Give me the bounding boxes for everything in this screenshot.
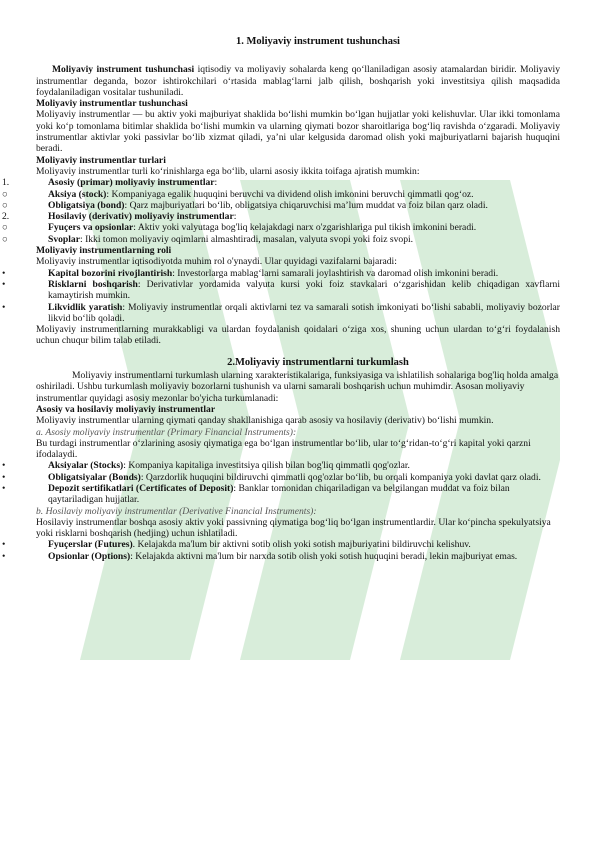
item-term: Asosiy (primar) moliyaviy instrumentlar	[48, 177, 215, 189]
item-term: Kapital bozorini rivojlantirish	[48, 267, 173, 279]
subheading-derivative: b. Hosilaviy moliyaviy instrumentlar (Derivative Financial Instruments):	[36, 505, 317, 517]
list-item	[2, 301, 561, 325]
paragraph-definition: Moliyaviy instrumentlar — bu aktiv yoki majburiyat shaklida bo‘lishi mumkin bo‘lgan hujjatlar yoki kelishuvlar. Ular ikki tomonlama yoki ko‘p tomonlama bitimlar shaklida bo‘lishi mumkin va ularning qiymati bozor sharoitlariga bog‘liq ravishda o‘zgaradi. Moliyaviy instrumentlar aktivlar yoki passivlar bo‘lib xizmat qiladi, ya’ni ular kelgusida daromad olish yoki majburiyatlarni bajarish huquqini beradi.	[36, 109, 560, 155]
section-title-1: 1. Moliyaviy instrument tushunchasi	[236, 36, 400, 47]
item-text: :	[214, 177, 218, 189]
list-marker: 1.	[2, 177, 10, 189]
item-text: : Qarz majburiyatlari bo‘lib, obligatsiya chiqaruvchisi ma’lum muddat va foiz bilan qarz oladi.	[124, 199, 488, 211]
paragraph-value-basis: Moliyaviy instrumentlar ularning qiymati qanday shakllanishiga qarab asosiy va hosilaviy (derivativ) bo‘lishi mumkin.	[36, 415, 494, 427]
bullet-marker: •	[2, 471, 6, 483]
list-item	[2, 199, 560, 211]
item-text: : Aktiv yoki valyutaga bog'liq kelajakdagi narx o'zgarishlariga pul tikish imkonini beradi.	[133, 222, 477, 234]
item-text: : Qarzdorlik huquqini bildiruvchi qimmatli qog'ozlar bo‘lib, bu orqali kompaniya yoki davlat qarz oladi.	[140, 471, 541, 483]
paragraph-conclusion: Moliyaviy instrumentlarning murakkabligi va ulardan foydalanish qoidalari o‘ziga xos, shuning uchun ulardan to‘g‘ri foydalanish uchun chuqur bilim talab etiladi.	[36, 324, 560, 347]
numbered-item-primary	[2, 177, 560, 189]
circle-marker: ○	[2, 233, 8, 245]
heading-turlari: Moliyaviy instrumentlar turlari	[36, 154, 166, 166]
bullet-marker: •	[2, 267, 6, 279]
document-content	[2, 36, 561, 562]
item-text: : Kompaniya kapitaliga investitsiya qilish bilan bog'liq qimmatli qog'ozlar.	[123, 460, 410, 472]
paragraph-role-intro: Moliyaviy instrumentlar iqtisodiyotda muhim rol o'ynaydi. Ular quyidagi vazifalarni bajaradi:	[36, 256, 397, 268]
item-text: : Derivativlar yordamida valyuta kursi yoki foiz stavkalari o‘zgarishidan kelib chiqadigan xavflarni kamaytirish mumkin.	[48, 278, 560, 302]
item-term: Fyuçers va opsionlar	[48, 222, 134, 234]
item-text: :	[233, 211, 237, 223]
bullet-marker: •	[2, 550, 6, 562]
paragraph-derivative: Hosilaviy instrumentlar boshqa asosiy aktiv yoki passivning qiymatiga bog‘liq bo‘lgan instrumentlardir. Ular ko‘pincha spekulyatsiya yoki risklarni boshqarish (hedjing) uchun ishlatiladi.	[36, 516, 551, 540]
list-item	[2, 278, 560, 302]
heading-roli: Moliyaviy instrumentlarning roli	[36, 245, 172, 257]
item-text: : Moliyaviy instrumentlar orqali aktivlarni tez va samarali sotish imkoniyati bo‘lishi sababli, moliyaviy bozorlar likvid bo‘lib qoladi.	[48, 301, 561, 324]
section-title-2: 2.Moliyaviy instrumentlarni turkumlash	[227, 356, 409, 368]
heading-asosiy-hosilaviy: Asosiy va hosilaviy moliyaviy instrumentlar	[36, 403, 216, 415]
circle-marker: ○	[2, 199, 8, 211]
list-item	[2, 188, 560, 200]
bullet-marker: •	[2, 301, 6, 313]
list-item	[2, 233, 560, 245]
item-text: : Kompaniyaga egalik huquqini beruvchi va dividend olish imkonini beruvchi qimmatli qog‘oz.	[106, 188, 474, 200]
item-term: Depozit sertifikatlari (Certificates of Deposit)	[48, 482, 234, 494]
circle-marker: ○	[2, 188, 8, 200]
item-term: Aksiyalar (Stocks)	[48, 460, 124, 472]
list-item	[2, 550, 560, 562]
item-term: Obligatsiya (bond)	[48, 199, 125, 211]
list-marker: 2.	[2, 211, 10, 223]
bullet-marker: •	[2, 460, 6, 472]
list-item	[2, 482, 560, 506]
bullet-marker: •	[2, 278, 6, 290]
item-term: Opsionlar (Options)	[48, 550, 131, 562]
item-term: Likvidlik yaratish	[48, 301, 123, 313]
list-item	[2, 460, 560, 472]
item-text: : Kelajakda aktivni ma'lum bir narxda sotib olish yoki sotish huquqini beradi, lekin majburiyat emas.	[130, 550, 518, 562]
item-text: : Banklar tomonidan chiqariladigan va belgilangan muddat va foiz bilan qaytariladigan hujjatlar.	[48, 482, 510, 506]
intro-paragraph	[36, 64, 560, 98]
item-term: Risklarni boshqarish	[48, 278, 138, 290]
item-text: : Investorlarga mablag‘larni samarali joylashtirish va daromad olish imkonini beradi.	[172, 267, 499, 279]
item-term: Hosilaviy (derivativ) moliyaviy instrumentlar	[48, 211, 234, 223]
list-item	[2, 539, 560, 551]
intro-term: Moliyaviy instrument tushunchasi	[52, 64, 195, 76]
list-item	[2, 471, 560, 483]
subheading-primary: a. Asosiy moliyaviy instrumentlar (Primary Financial Instruments):	[36, 426, 297, 438]
item-text: . Kelajakda ma'lum bir aktivni sotib olish yoki sotish majburiyatini bildiruvchi kelishuv.	[132, 539, 471, 551]
circle-marker: ○	[2, 222, 8, 234]
item-text: : Ikki tomon moliyaviy oqimlarni almashtiradi, masalan, valyuta svopi yoki foiz svopi.	[80, 233, 414, 245]
heading-tushunchasi: Moliyaviy instrumentlar tushunchasi	[36, 98, 188, 110]
item-term: Svoplar	[48, 233, 80, 245]
numbered-item-derivative	[2, 211, 560, 223]
list-item	[2, 222, 560, 234]
paragraph-types-intro: Moliyaviy instrumentlar turli ko‘rinishlarga ega bo‘lib, ularni asosiy ikkita toifaga ajratish mumkin:	[36, 165, 420, 177]
item-term: Aksiya (stock)	[48, 188, 107, 200]
bullet-marker: •	[2, 482, 6, 494]
item-term: Obligatsiyalar (Bonds)	[48, 471, 141, 483]
list-item	[2, 267, 560, 279]
bullet-marker: •	[2, 539, 6, 551]
intro-text: iqtisodiy va moliyaviy sohalarda keng qo‘llaniladigan asosiy atamalardan biridir. Moliyaviy instrumentlar deganda, bozor ishtirokchilari o‘rtasida mablag‘larni jalb qilish, boshqarish yoki investitsiya qilish maqsadida foydalaniladigan vositalar tushuniladi.	[36, 64, 560, 98]
item-term: Fyuçerslar (Futures)	[48, 539, 133, 551]
paragraph-classification: Moliyaviy instrumentlarni turkumlash ularning xarakteristikalariga, funksiyasiga va ishlatilish sohalariga bog'liq holda amalga oshiriladi. Ushbu turkumlash moliyaviy bozorlarni tushunish va ularni samarali boshqarish uchun muhimdir. Asosan moliyaviy instrumentlar quyidagi asosiy mezonlar bo'yicha turkumlanadi:	[36, 370, 559, 404]
paragraph-primary: Bu turdagi instrumentlar o‘zlarining asosiy qiymatiga ega bo‘lgan instrumentlar bo‘lib, ular to‘g‘ridan-to‘g‘ri kapital yoki qarzni ifodalaydi.	[36, 437, 531, 461]
